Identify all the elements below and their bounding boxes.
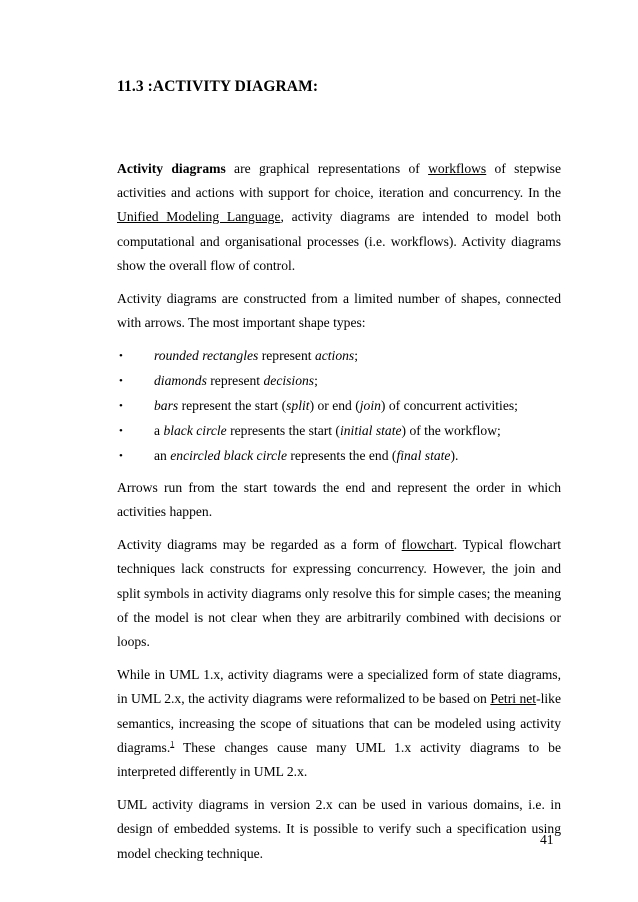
bullet-icon: • — [119, 449, 123, 462]
text-span: an — [154, 447, 171, 463]
text-span: final state — [396, 447, 451, 463]
text-span: of stepwise activities and actions with support for choice, iteration and concurrency. In the — [117, 161, 561, 201]
text-span: are graphical representations of — [225, 161, 429, 176]
text-span: join — [359, 397, 381, 413]
text-span: , activity diagrams are intended to model both computational and organisational processes (i.e. workflows). Activity diagrams show the overall flow of control. — [117, 209, 561, 273]
paragraph-flowchart — [117, 533, 561, 654]
paragraph-uml-versions — [117, 663, 561, 784]
text-span: encircled black circle — [170, 447, 287, 463]
section-heading: 11.3 :ACTIVITY DIAGRAM: — [117, 78, 319, 95]
link-petri-net[interactable]: Petri net — [490, 691, 537, 707]
text-span: decisions — [263, 373, 315, 389]
paragraph-domains: UML activity diagrams in version 2.x can be used in various domains, i.e. in design of embedded systems. It is possible to verify such a specification using model checking technique. — [117, 797, 561, 861]
link-unified-modeling-language[interactable]: Unified Modeling Language — [117, 209, 281, 225]
paragraph-arrows: Arrows run from the start towards the end and represent the order in which activities happen. — [117, 479, 561, 519]
shape-types-list — [117, 344, 561, 467]
paragraph-intro — [117, 157, 561, 278]
text-span: Activity diagrams may be regarded as a form of — [117, 537, 402, 553]
text-span: represents the end ( — [286, 447, 397, 463]
text-span: split — [286, 397, 310, 413]
text-span: While in UML 1.x, activity diagrams were a specialized form of state diagrams, in UML 2.x, the activity diagrams were reformalized to be based on — [117, 667, 561, 707]
bullet-icon: • — [119, 424, 123, 437]
text-span: ) or end ( — [309, 397, 360, 413]
term-activity-diagrams: Activity diagrams — [117, 161, 226, 176]
text-span: . Typical flowchart techniques lack constructs for expressing concurrency. However, the join and split symbols in activity diagrams only resolve this for simple cases; the meaning of the model is not clear when they are arbitrarily combined with decisions or loops. — [117, 537, 561, 649]
paragraph-shapes: Activity diagrams are constructed from a limited number of shapes, connected with arrows. The most important shape types: — [117, 291, 561, 331]
text-span: represents the start ( — [226, 422, 340, 438]
bullet-icon: • — [119, 399, 123, 412]
text-span: black circle — [163, 422, 227, 438]
bullet-icon: • — [119, 375, 123, 388]
text-span: represent the start ( — [178, 397, 287, 413]
list-item-black-circle — [117, 419, 561, 443]
text-span: -like semantics, increasing the scope of situations that can be modeled using activity diagrams. — [117, 691, 562, 755]
text-span: initial state — [339, 422, 402, 438]
text-span: ) of the workflow; — [401, 422, 501, 438]
text-span: bars — [154, 397, 179, 413]
list-item-rounded-rectangles — [117, 344, 561, 368]
text-span: ) of concurrent activities; — [380, 397, 518, 413]
text-span: represent — [258, 348, 315, 364]
text-span: ). — [450, 447, 459, 463]
text-span: represent — [206, 373, 264, 389]
text-span: rounded rectangles — [154, 348, 259, 364]
footnote-reference[interactable]: 1 — [170, 739, 175, 749]
list-item-diamonds — [117, 369, 561, 393]
text-span: diamonds — [154, 373, 207, 389]
list-item-encircled-black-circle — [117, 444, 561, 468]
list-item-bars — [117, 394, 561, 418]
link-flowchart[interactable]: flowchart — [401, 537, 454, 553]
text-span: ; — [354, 348, 359, 364]
text-span: actions — [314, 348, 355, 364]
body-text — [117, 157, 561, 875]
text-span: a — [154, 422, 164, 438]
page-number: 41 — [540, 832, 554, 847]
text-span: These changes cause many UML 1.x activity diagrams to be interpreted differently in UML 2.x. — [117, 739, 561, 779]
bullet-icon: • — [119, 350, 123, 363]
link-workflows[interactable]: workflows — [428, 161, 487, 176]
text-span: ; — [314, 373, 318, 389]
